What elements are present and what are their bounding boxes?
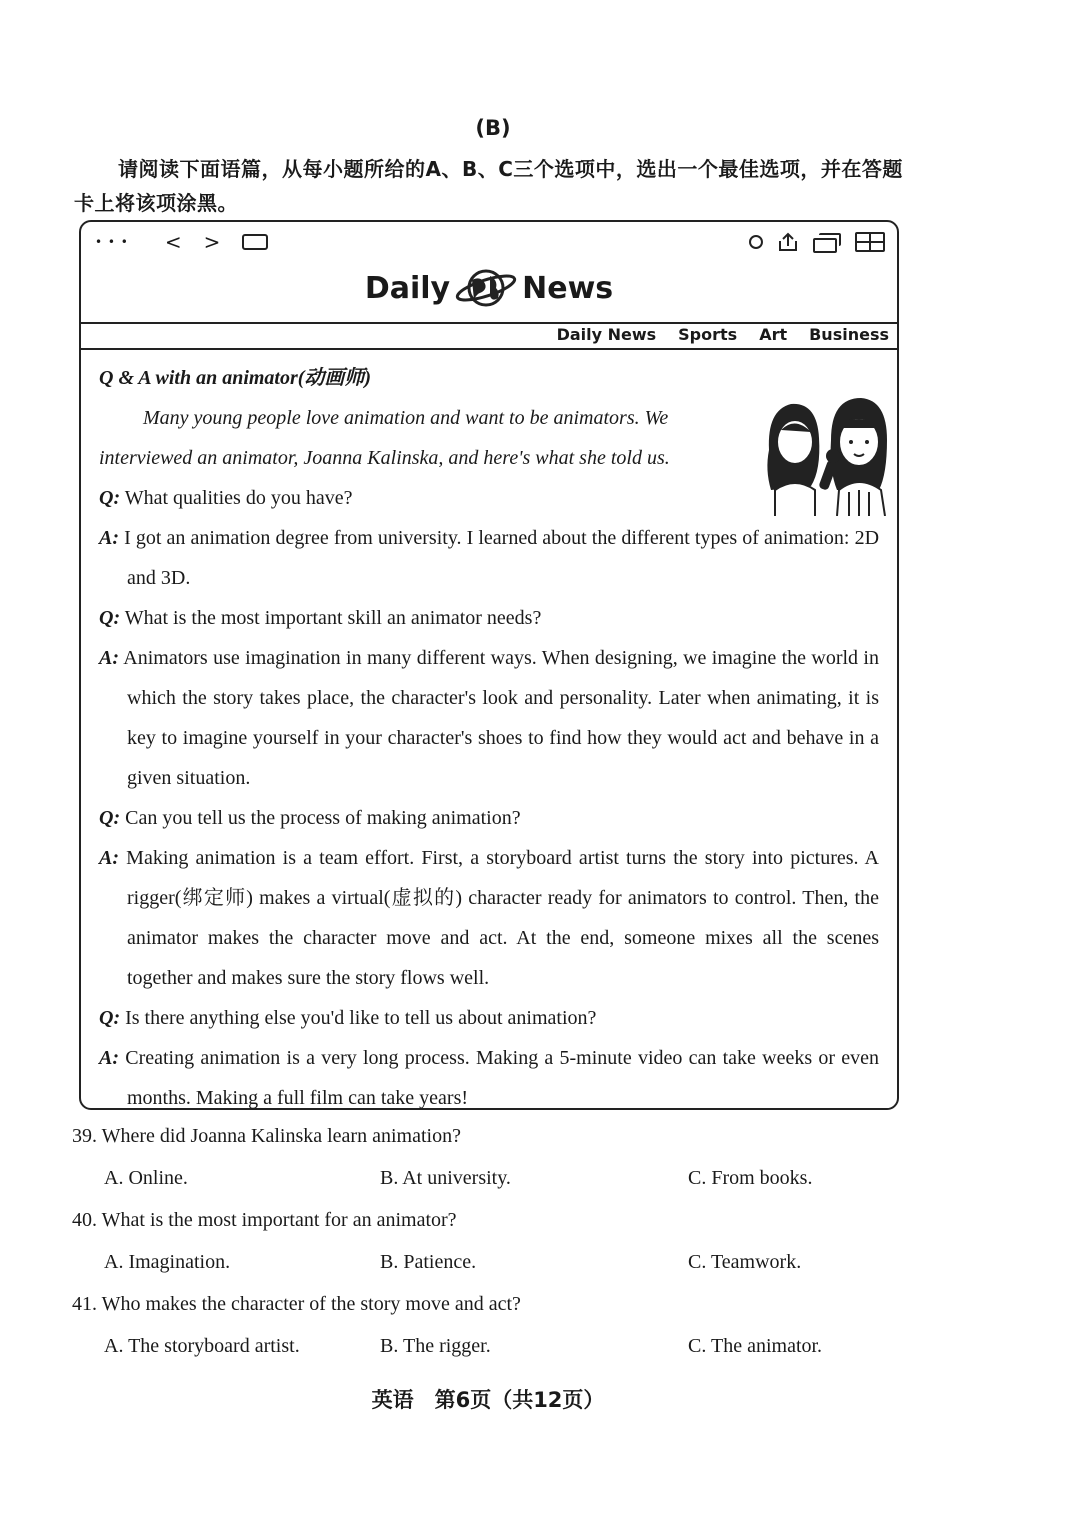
forward-icon[interactable]: > bbox=[203, 230, 221, 254]
question-40-stem: 40. What is the most important for an animator? bbox=[72, 1209, 457, 1231]
globe-logo-icon bbox=[454, 266, 518, 310]
more-dots-icon[interactable]: • • • bbox=[95, 235, 129, 249]
question-39-stem: 39. Where did Joanna Kalinska learn animation? bbox=[72, 1125, 461, 1147]
browser-toolbar bbox=[81, 222, 897, 324]
page-footer: 英语 第6页（共12页） bbox=[371, 1388, 605, 1412]
a-label: A: bbox=[99, 527, 119, 549]
answer-text: Making animation is a team effort. First, a storyboard artist turns the story into pictures. A rigger(绑定师) makes a virtual(虚拟的) character ready for animators to control. Then, the animator makes the character move and act. At the end, someone mixes all the scenes together and makes sure the story flows well. bbox=[126, 847, 879, 989]
question-2 bbox=[99, 598, 879, 638]
q40-option-b[interactable]: B. Patience. bbox=[380, 1251, 477, 1273]
instructions: 请阅读下面语篇，从每小题所给的A、B、C三个选项中，选出一个最佳选项，并在答题卡上将该项涂黑。 bbox=[74, 157, 903, 215]
answer-3 bbox=[99, 838, 879, 998]
a-label: A: bbox=[99, 847, 119, 869]
article-intro: Many young people love animation and want to be animators. We interviewed an animator, Joanna Kalinska, and here's what she told us. bbox=[99, 407, 670, 469]
masthead-daily: Daily bbox=[364, 270, 451, 306]
section-label: (B) bbox=[475, 116, 511, 140]
masthead-news: News bbox=[522, 270, 614, 306]
answer-1 bbox=[99, 518, 879, 598]
browser-controls-right bbox=[749, 232, 885, 252]
q39-option-a[interactable]: A. Online. bbox=[104, 1167, 188, 1189]
question-text: What is the most important skill an animator needs? bbox=[124, 607, 542, 629]
masthead bbox=[81, 266, 897, 310]
question-41-stem: 41. Who makes the character of the story move and act? bbox=[72, 1293, 521, 1315]
tab-icon[interactable] bbox=[242, 234, 268, 250]
q-label: Q: bbox=[99, 487, 121, 509]
question-4 bbox=[99, 998, 879, 1038]
question-text: What qualities do you have? bbox=[124, 487, 353, 509]
q40-option-c[interactable]: C. Teamwork. bbox=[688, 1251, 802, 1273]
answer-4 bbox=[99, 1038, 879, 1118]
answer-text: Creating animation is a very long process. Making a 5-minute video can take weeks or even months. Making a full film can take years! bbox=[125, 1047, 879, 1109]
question-text: Is there anything else you'd like to tell us about animation? bbox=[125, 1007, 597, 1029]
q-label: Q: bbox=[99, 1007, 121, 1029]
q40-option-a[interactable]: A. Imagination. bbox=[104, 1251, 231, 1273]
nav-sports[interactable]: Sports bbox=[678, 325, 738, 344]
q41-option-b[interactable]: B. The rigger. bbox=[380, 1335, 491, 1357]
q41-option-a[interactable]: A. The storyboard artist. bbox=[104, 1335, 300, 1357]
browser-frame bbox=[79, 220, 899, 1110]
nav-business[interactable]: Business bbox=[809, 325, 889, 344]
q-label: Q: bbox=[99, 607, 121, 629]
article-content bbox=[99, 358, 879, 1118]
q39-option-b[interactable]: B. At university. bbox=[380, 1167, 511, 1189]
share-icon[interactable] bbox=[777, 232, 799, 252]
question-1 bbox=[99, 478, 879, 518]
nav-bar bbox=[81, 324, 897, 350]
answer-text: Animators use imagination in many different ways. When designing, we imagine the world in which the story takes place, the character's look and personality. Later when animating, it is key to imagine yourself in your character's shoes to find how they would act and behave in a given situation. bbox=[123, 647, 879, 789]
nav-art[interactable]: Art bbox=[759, 325, 788, 344]
a-label: A: bbox=[99, 647, 119, 669]
back-icon[interactable]: < bbox=[164, 230, 182, 254]
a-label: A: bbox=[99, 1047, 119, 1069]
answer-text: I got an animation degree from university. I learned about the different types of animation: 2D and 3D. bbox=[124, 527, 880, 589]
q41-option-c[interactable]: C. The animator. bbox=[688, 1335, 823, 1357]
question-3 bbox=[99, 798, 879, 838]
refresh-circle-icon[interactable] bbox=[749, 235, 763, 249]
article-title: Q & A with an animator(动画师) bbox=[99, 367, 372, 389]
answer-2 bbox=[99, 638, 879, 798]
nav-daily-news[interactable]: Daily News bbox=[556, 325, 657, 344]
nav-links bbox=[557, 325, 889, 344]
q-label: Q: bbox=[99, 807, 121, 829]
question-text: Can you tell us the process of making animation? bbox=[125, 807, 521, 829]
windows-icon[interactable] bbox=[813, 233, 841, 251]
browser-controls-left bbox=[95, 230, 268, 254]
grid-icon[interactable] bbox=[855, 232, 885, 252]
q39-option-c[interactable]: C. From books. bbox=[688, 1167, 813, 1189]
